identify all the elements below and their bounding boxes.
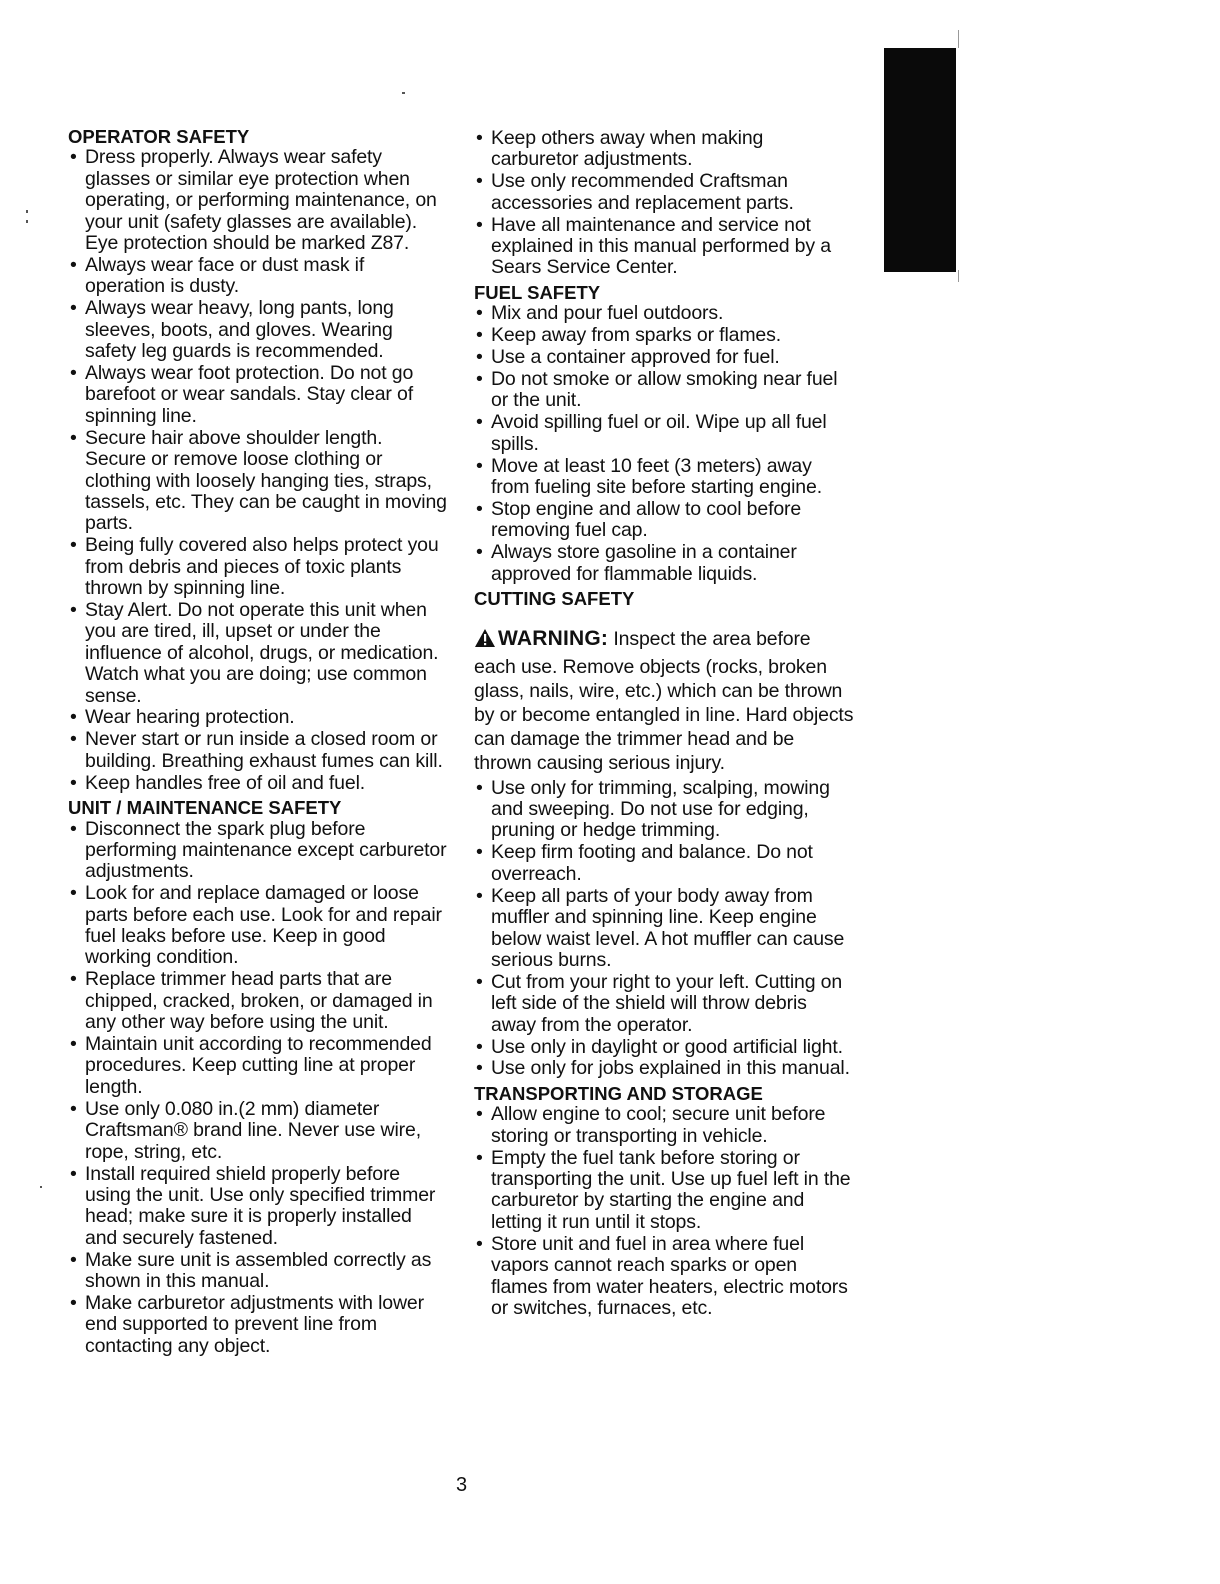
list-item: • Cut from your right to your left. Cutting on left side of the shield will throw debris away from the operator. <box>474 972 854 1036</box>
scan-speck <box>958 30 959 48</box>
warning-text: Inspect the area before each use. Remove objects (rocks, broken glass, nails, wire, etc.) which can be thrown by or become entangled in line. Hard objects can damage the trimmer head and be thrown causing serious injury. <box>474 628 854 775</box>
list-item: • Make sure unit is assembled correctly as shown in this manual. <box>68 1250 448 1293</box>
list-item: • Always wear heavy, long pants, long sleeves, boots, and gloves. Wearing safety leg guards is recommended. <box>68 298 448 362</box>
list-item: • Always store gasoline in a container approved for flammable liquids. <box>474 542 854 585</box>
list-item: • Keep handles free of oil and fuel. <box>68 773 448 794</box>
heading-unit-maintenance-safety: UNIT / MAINTENANCE SAFETY <box>68 797 342 819</box>
right-column <box>474 128 854 1320</box>
scan-speck <box>40 1186 42 1188</box>
scan-speck <box>26 220 28 223</box>
heading-cutting-safety: CUTTING SAFETY <box>474 588 635 610</box>
list-item: • Use only in daylight or good artificial light. <box>474 1037 854 1058</box>
list-item: • Use only 0.080 in.(2 mm) diameter Craftsman® brand line. Never use wire, rope, string, etc. <box>68 1099 448 1163</box>
list-item: • Mix and pour fuel outdoors. <box>474 303 854 324</box>
cutting-safety-list <box>474 778 854 1080</box>
heading-operator-safety: OPERATOR SAFETY <box>68 126 250 147</box>
list-item: • Look for and replace damaged or loose parts before each use. Look for and repair fuel leaks before use. Keep in good working condition. <box>68 883 448 969</box>
list-item: • Make carburetor adjustments with lower end supported to prevent line from contacting any object. <box>68 1293 448 1357</box>
unit-maintenance-list <box>68 819 448 1358</box>
scan-speck <box>958 270 959 282</box>
list-item: • Have all maintenance and service not explained in this manual performed by a Sears Service Center. <box>474 215 854 279</box>
list-item: • Always wear foot protection. Do not go barefoot or wear sandals. Stay clear of spinning line. <box>68 363 448 427</box>
list-item: • Dress properly. Always wear safety glasses or similar eye protection when operating, or performing maintenance, on your unit (safety glasses are available). Eye protection should be marked Z87. <box>68 147 448 254</box>
list-item: • Use a container approved for fuel. <box>474 347 854 368</box>
list-item: • Always wear face or dust mask if operation is dusty. <box>68 255 448 298</box>
list-item: • Keep away from sparks or flames. <box>474 325 854 346</box>
transporting-storage-list <box>474 1104 854 1319</box>
list-item: • Store unit and fuel in area where fuel vapors cannot reach sparks or open flames from water heaters, electric motors or switches, furnaces, etc. <box>474 1234 854 1320</box>
list-item: • Use only for trimming, scalping, mowing and sweeping. Do not use for edging, pruning or hedge trimming. <box>474 778 854 842</box>
list-item: • Maintain unit according to recommended procedures. Keep cutting line at proper length. <box>68 1034 448 1098</box>
list-item: • Keep others away when making carburetor adjustments. <box>474 128 854 171</box>
left-column <box>68 126 448 1358</box>
warning-triangle-icon <box>474 628 496 654</box>
page-number: 3 <box>456 1474 468 1496</box>
warning-label: WARNING: <box>498 627 609 651</box>
operator-safety-list <box>68 147 448 794</box>
list-item: • Use only recommended Craftsman accessories and replacement parts. <box>474 171 854 214</box>
scan-speck <box>26 210 28 213</box>
list-item: • Secure hair above shoulder length. Secure or remove loose clothing or clothing with loosely hanging ties, straps, tassels, etc. They can be caught in moving parts. <box>68 428 448 535</box>
list-item: • Use only for jobs explained in this manual. <box>474 1058 854 1079</box>
section-tab-marker <box>884 48 956 272</box>
list-item: • Wear hearing protection. <box>68 707 448 728</box>
heading-fuel-safety: FUEL SAFETY <box>474 281 601 303</box>
list-item: • Move at least 10 feet (3 meters) away from fueling site before starting engine. <box>474 456 854 499</box>
list-item: • Disconnect the spark plug before performing maintenance except carburetor adjustments. <box>68 819 448 883</box>
list-item: • Stay Alert. Do not operate this unit when you are tired, ill, upset or under the influence of alcohol, drugs, or medication. Watch what you are doing; use common sense. <box>68 600 448 707</box>
list-item: • Stop engine and allow to cool before removing fuel cap. <box>474 499 854 542</box>
heading-transporting-storage: TRANSPORTING AND STORAGE <box>474 1082 763 1104</box>
list-item: • Keep all parts of your body away from muffler and spinning line. Keep engine below waist level. A hot muffler can cause serious burns. <box>474 886 854 972</box>
list-item: • Never start or run inside a closed room or building. Breathing exhaust fumes can kill. <box>68 729 448 772</box>
fuel-safety-list <box>474 303 854 585</box>
list-item: • Being fully covered also helps protect you from debris and pieces of toxic plants thrown by spinning line. <box>68 535 448 599</box>
list-item: • Replace trimmer head parts that are chipped, cracked, broken, or damaged in any other way before using the unit. <box>68 969 448 1033</box>
list-item: • Empty the fuel tank before storing or transporting the unit. Use up fuel left in the carburetor by starting the engine and letting it run until it stops. <box>474 1148 854 1234</box>
list-item: • Keep firm footing and balance. Do not overreach. <box>474 842 854 885</box>
list-item: • Install required shield properly before using the unit. Use only specified trimmer head; make sure it is properly installed and securely fastened. <box>68 1164 448 1250</box>
warning-block <box>474 627 854 775</box>
maintenance-continued-list <box>474 128 854 279</box>
list-item: • Allow engine to cool; secure unit before storing or transporting in vehicle. <box>474 1104 854 1147</box>
list-item: • Do not smoke or allow smoking near fuel or the unit. <box>474 369 854 412</box>
list-item: • Avoid spilling fuel or oil. Wipe up all fuel spills. <box>474 412 854 455</box>
scan-speck <box>402 92 405 94</box>
